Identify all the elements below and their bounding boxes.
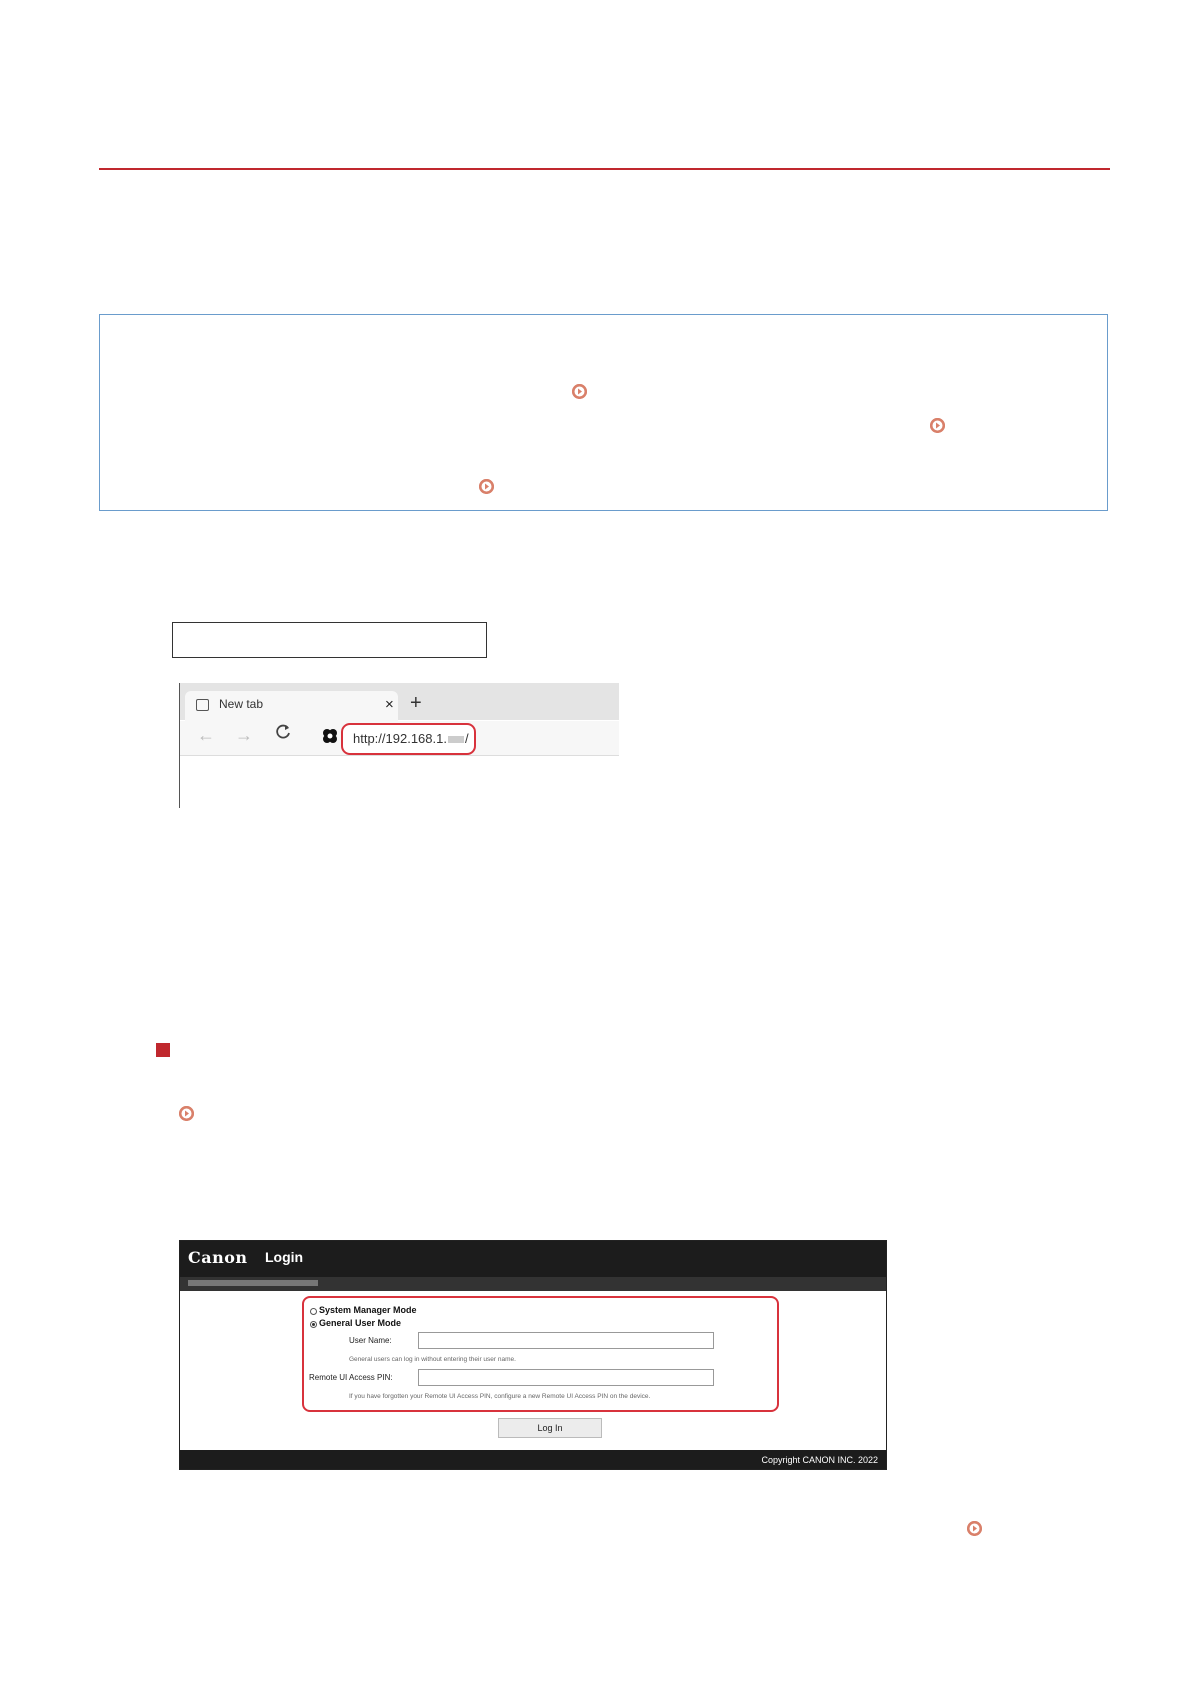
- new-tab-button[interactable]: +: [410, 692, 422, 714]
- device-name-bar: [180, 1277, 887, 1291]
- general-user-label: General User Mode: [319, 1318, 402, 1328]
- link-arrow-icon[interactable]: [572, 384, 587, 399]
- browser-edge: [179, 683, 180, 808]
- user-name-label: User Name:: [349, 1336, 392, 1345]
- empty-input-box: [172, 622, 487, 658]
- tab-label: New tab: [219, 697, 264, 711]
- url-text: http://192.168.1. /: [353, 731, 469, 746]
- link-arrow-icon[interactable]: [967, 1521, 982, 1536]
- canon-logo: Canon: [188, 1248, 248, 1267]
- login-footer: [180, 1450, 887, 1470]
- browser-screenshot: [179, 683, 619, 808]
- login-title: Login: [265, 1249, 304, 1265]
- link-arrow-icon[interactable]: [179, 1106, 194, 1121]
- link-arrow-icon[interactable]: [479, 479, 494, 494]
- login-form: [302, 1296, 779, 1412]
- note-box: [99, 314, 1108, 511]
- close-icon[interactable]: ×: [385, 696, 394, 713]
- browser-tab[interactable]: [185, 691, 398, 721]
- tab-strip: [179, 683, 619, 720]
- copyright-text: Copyright CANON INC. 2022: [761, 1455, 878, 1465]
- title-rule: [99, 168, 1110, 170]
- toolbar-divider: [179, 755, 619, 756]
- site-info-icon[interactable]: [322, 727, 338, 750]
- general-user-radio[interactable]: [310, 1321, 317, 1328]
- masked-ip-digits: [448, 736, 464, 743]
- login-button[interactable]: Log In: [498, 1418, 602, 1438]
- login-screenshot: [179, 1240, 887, 1470]
- address-bar[interactable]: [341, 723, 476, 755]
- system-manager-radio[interactable]: [310, 1308, 317, 1315]
- system-manager-label: System Manager Mode: [319, 1305, 417, 1315]
- pin-hint: If you have forgotten your Remote UI Access PIN, configure a new Remote UI Access PIN on the device.: [349, 1393, 651, 1400]
- link-arrow-icon[interactable]: [930, 418, 945, 433]
- user-name-input[interactable]: [418, 1332, 714, 1349]
- section-marker-icon: [156, 1043, 170, 1057]
- pin-input[interactable]: [418, 1369, 714, 1386]
- pin-label: Remote UI Access PIN:: [309, 1373, 393, 1382]
- blurred-device-name: [188, 1280, 318, 1286]
- back-arrow-icon[interactable]: ←: [197, 725, 215, 745]
- user-name-hint: General users can log in without entering their user name.: [349, 1356, 516, 1363]
- browser-toolbar: [179, 721, 619, 755]
- new-tab-page-icon: [196, 699, 209, 711]
- reload-icon[interactable]: [274, 723, 292, 747]
- login-header: [180, 1241, 887, 1277]
- forward-arrow-icon[interactable]: →: [235, 725, 253, 745]
